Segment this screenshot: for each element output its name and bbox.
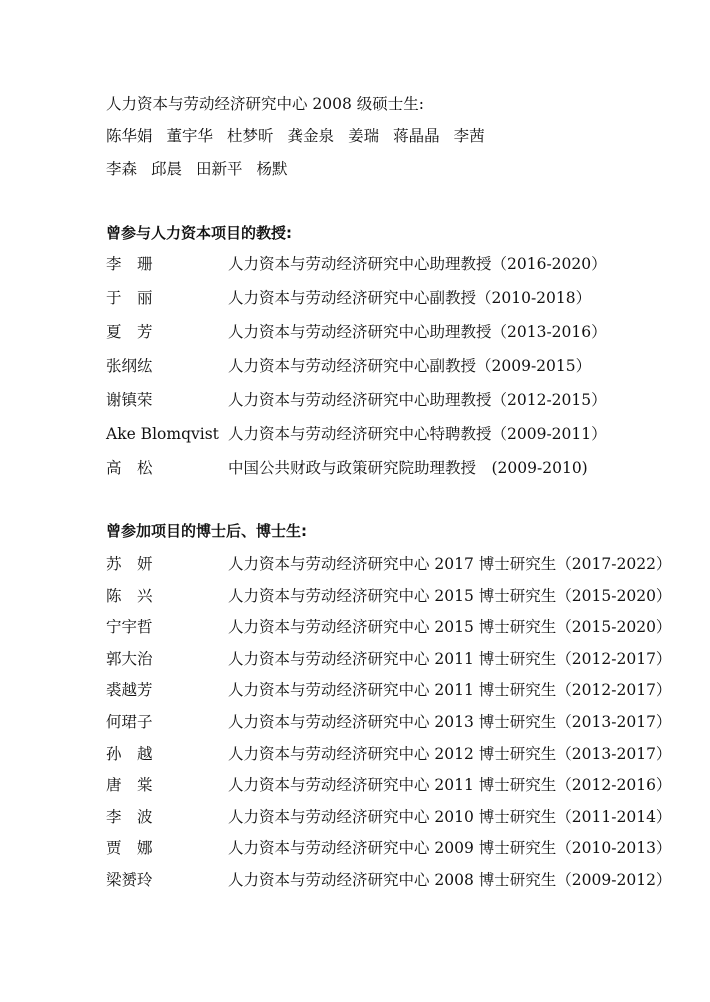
person-position: 人力资本与劳动经济研究中心 2017 博士研究生（2017-2022） [228, 555, 672, 573]
person-position: 人力资本与劳动经济研究中心特聘教授（2009-2011） [228, 425, 607, 443]
person-name: 谢镇荣 [106, 391, 153, 409]
person-position: 人力资本与劳动经济研究中心助理教授（2012-2015） [228, 391, 607, 409]
student-name: 李茜 [453, 127, 485, 145]
person-name: 宁宇哲 [106, 618, 153, 637]
person-name: 何珺子 [106, 713, 153, 731]
student-name: 陈华娟 [106, 127, 153, 145]
person-name: 张纲纮 [106, 357, 153, 375]
student-name: 田新平 [196, 160, 243, 178]
person-name: 唐 棠 [106, 776, 153, 795]
person-position: 人力资本与劳动经济研究中心 2009 博士研究生（2010-2013） [228, 839, 672, 858]
student-name: 李森 [106, 160, 138, 178]
postdocs-heading: 曾参加项目的博士后、博士生: [106, 522, 307, 540]
person-name: 贾 娜 [106, 839, 153, 858]
student-name: 邱晨 [151, 160, 183, 178]
person-position: 人力资本与劳动经济研究中心副教授（2009-2015） [228, 357, 592, 375]
person-position: 人力资本与劳动经济研究中心 2011 博士研究生（2012-2016） [228, 776, 672, 795]
student-name: 董宇华 [166, 127, 214, 145]
student-name: 龚金泉 [287, 127, 335, 145]
person-name: 于 丽 [106, 289, 153, 307]
person-name: 夏 芳 [106, 323, 153, 341]
person-name: 郭大治 [106, 649, 153, 668]
person-name: 苏 妍 [106, 555, 153, 573]
person-position: 人力资本与劳动经济研究中心 2013 博士研究生（2013-2017） [228, 713, 672, 731]
student-name: 姜瑞 [348, 127, 380, 145]
professors-heading: 曾参与人力资本项目的教授: [106, 224, 292, 242]
person-name: 李 珊 [106, 255, 153, 273]
person-position: 人力资本与劳动经济研究中心 2012 博士研究生（2013-2017） [228, 744, 672, 763]
person-position: 人力资本与劳动经济研究中心助理教授（2013-2016） [228, 323, 607, 341]
person-position: 人力资本与劳动经济研究中心助理教授（2016-2020） [228, 255, 607, 273]
masters-2008-names-line1 [106, 125, 499, 147]
person-name: Ake Blomqvist [106, 425, 219, 443]
person-name: 陈 兴 [106, 586, 153, 605]
person-name: 李 波 [106, 807, 153, 826]
student-name: 杜梦昕 [227, 127, 274, 145]
person-name: 高 松 [106, 459, 153, 477]
person-position: 人力资本与劳动经济研究中心 2008 博士研究生（2009-2012） [228, 871, 672, 889]
person-name: 孙 越 [106, 744, 153, 763]
person-name: 梁赟玲 [106, 871, 153, 889]
person-position: 人力资本与劳动经济研究中心 2010 博士研究生（2011-2014） [228, 807, 672, 826]
masters-2008-names-line2 [106, 158, 302, 180]
masters-2008-title: 人力资本与劳动经济研究中心 2008 级硕士生: [106, 95, 425, 113]
student-name: 蒋晶晶 [393, 127, 440, 145]
person-position: 人力资本与劳动经济研究中心 2015 博士研究生（2015-2020） [228, 586, 672, 605]
person-name: 裘越芳 [106, 681, 153, 700]
person-position: 人力资本与劳动经济研究中心 2011 博士研究生（2012-2017） [228, 649, 672, 668]
student-name: 杨默 [256, 160, 288, 178]
person-position: 人力资本与劳动经济研究中心副教授（2010-2018） [228, 289, 592, 307]
person-position: 人力资本与劳动经济研究中心 2015 博士研究生（2015-2020） [228, 618, 672, 637]
person-position: 中国公共财政与政策研究院助理教授 (2009-2010) [228, 459, 588, 477]
person-position: 人力资本与劳动经济研究中心 2011 博士研究生（2012-2017） [228, 681, 672, 700]
